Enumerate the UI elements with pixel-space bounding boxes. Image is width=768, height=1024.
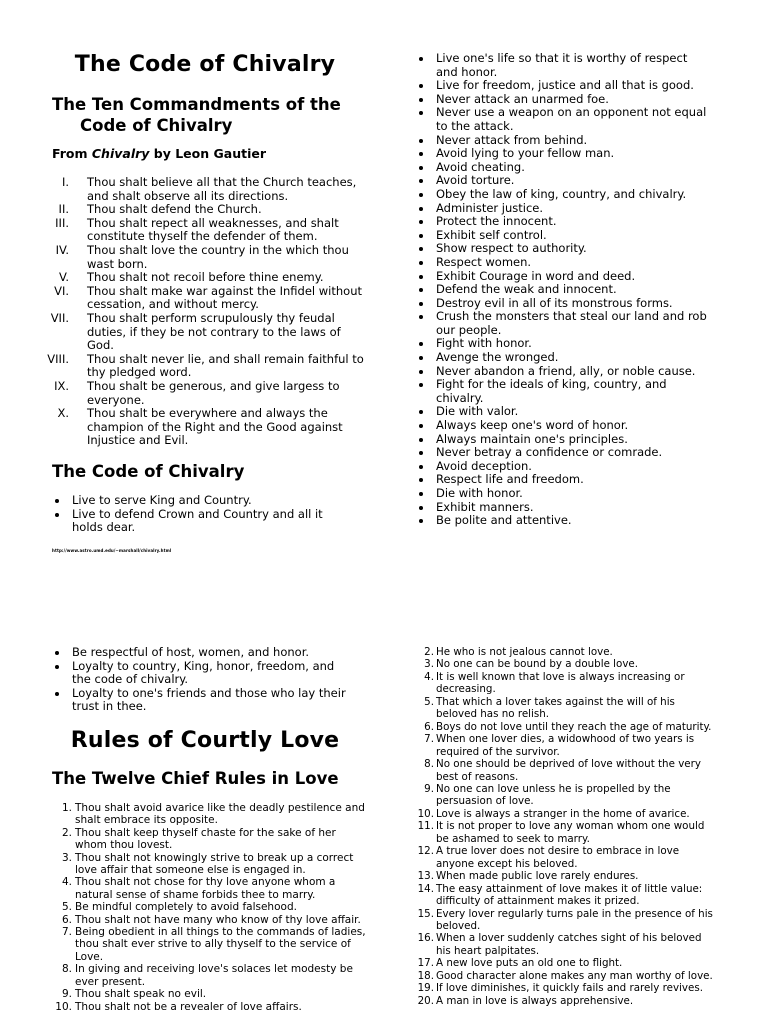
list-item-text: When made public love rarely endures.: [436, 870, 639, 883]
list-marker: 18.: [417, 969, 434, 982]
chivalry-rule-item: Defend the weak and innocent.: [410, 283, 712, 297]
list-marker: V.: [58, 270, 69, 285]
chivalry-rule-item: Fight with honor.: [410, 337, 712, 351]
commandment-item: [46, 380, 364, 407]
list-marker: I.: [61, 175, 69, 189]
chivalry-rule-item: Exhibit self control.: [410, 229, 712, 243]
commandments-heading-line1: The Ten Commandments of the: [52, 95, 341, 114]
love-rule-item: [410, 733, 716, 758]
list-item-text: Boys do not love until they reach the age of maturity.: [436, 720, 712, 733]
list-item-text: When one lover dies, a widowhood of two years is required of the survivor.: [436, 733, 695, 758]
rules-heading: The Twelve Chief Rules in Love: [52, 769, 339, 788]
list-marker: II.: [58, 202, 69, 217]
list-marker: 2.: [61, 826, 72, 839]
list-marker: 6.: [61, 913, 72, 926]
courtly-rule-item: [52, 963, 368, 988]
love-rule-item: [410, 932, 716, 957]
list-item-text: Thou shalt not recoil before thine enemy.: [87, 270, 324, 285]
list-item-text: Being obedient in all things to the commands of ladies, thou shalt ever strive to ally thyself to the service of Love.: [75, 926, 366, 963]
list-marker: 6.: [424, 720, 434, 733]
list-item-text: Thou shalt never lie, and shall remain faithful to thy pledged word.: [87, 351, 364, 380]
byline: [52, 146, 266, 161]
list-marker: 8.: [424, 758, 434, 771]
chivalry-rule-item: Administer justice.: [410, 202, 712, 216]
list-item-text: Thou shalt not have many who know of thy love affair.: [75, 913, 361, 926]
love-rule-item: [410, 995, 716, 1007]
list-marker: VIII.: [47, 351, 69, 366]
commandment-item: [46, 271, 364, 285]
commandment-item: [46, 312, 364, 353]
document-page-2: [0, 640, 768, 1024]
code-heading: The Code of Chivalry: [52, 462, 245, 481]
byline-prefix: From: [52, 146, 92, 161]
chivalry-rule-item: Respect life and freedom.: [410, 473, 712, 487]
list-marker: 16.: [417, 932, 434, 945]
list-item-text: Thou shalt avoid avarice like the deadly pestilence and shalt embrace its opposite.: [75, 802, 365, 827]
chivalry-rule-item: Exhibit manners.: [410, 501, 712, 515]
list-marker: 8.: [61, 963, 72, 976]
love-rule-item: [410, 783, 716, 808]
list-marker: IX.: [54, 378, 69, 393]
love-rule-item: [410, 721, 716, 733]
list-marker: IV.: [55, 242, 69, 257]
list-item-text: Every lover regularly turns pale in the presence of his beloved.: [436, 907, 713, 932]
list-item-text: Be mindful completely to avoid falsehood.: [75, 901, 297, 914]
love-rule-item: [410, 883, 716, 908]
love-rule-item: [410, 808, 716, 820]
list-marker: 3.: [424, 658, 434, 671]
love-rule-item: [410, 646, 716, 658]
list-item-text: Thou shalt not knowingly strive to break up a correct love affair that someone else is engaged in.: [75, 851, 354, 877]
list-marker: 2.: [424, 646, 434, 658]
list-item-text: Thou shalt not be a revealer of love affairs.: [75, 1000, 302, 1013]
chivalry-rule-item: Live one's life so that it is worthy of respect and honor.: [410, 52, 712, 79]
love-rule-item: [410, 970, 716, 982]
byline-suffix: by Leon Gautier: [149, 146, 266, 161]
courtly-rule-item: [52, 988, 368, 1000]
list-item-text: In giving and receiving love's solaces let modesty be ever present.: [75, 963, 353, 988]
chivalry-rule-item: Avenge the wronged.: [410, 351, 712, 365]
list-marker: 7.: [61, 926, 72, 939]
code-item: Live to serve King and Country.: [46, 494, 346, 508]
list-marker: 3.: [61, 851, 72, 864]
commandment-item: [46, 203, 364, 217]
list-item-text: No one should be deprived of love without the very best of reasons.: [436, 758, 701, 783]
love-rule-item: [410, 696, 716, 721]
list-marker: 4.: [61, 876, 72, 889]
love-rule-item: [410, 870, 716, 882]
list-item-text: Thou shalt repect all weaknesses, and shalt constitute thyself the defender of them.: [87, 215, 339, 244]
list-marker: 11.: [417, 820, 434, 833]
commandment-item: [46, 407, 364, 448]
list-item-text: He who is not jealous cannot love.: [436, 646, 613, 658]
list-item-text: A new love puts an old one to flight.: [436, 957, 623, 970]
list-item-text: That which a lover takes against the will of his beloved has no relish.: [436, 695, 675, 721]
love-rule-item: [410, 820, 716, 845]
loyalty-item: Loyalty to one's friends and those who lay their trust in thee.: [46, 687, 346, 714]
list-item-text: No one can be bound by a double love.: [436, 658, 639, 671]
commandment-item: [46, 285, 364, 312]
list-item-text: If love diminishes, it quickly fails and rarely revives.: [436, 982, 703, 995]
list-item-text: Thou shalt perform scrupulously thy feudal duties, if they be not contrary to the laws of God.: [87, 310, 341, 353]
love-rule-item: [410, 845, 716, 870]
list-item-text: When a lover suddenly catches sight of his beloved his heart palpitates.: [436, 932, 702, 957]
love-rule-item: [410, 658, 716, 670]
commandments-list: [46, 176, 364, 448]
courtly-rule-item: [52, 901, 368, 913]
loyalty-item: Be respectful of host, women, and honor.: [46, 646, 346, 660]
list-marker: 17.: [417, 957, 434, 970]
list-marker: 19.: [417, 982, 434, 995]
list-marker: 20.: [417, 994, 434, 1007]
list-item-text: A true lover does not desire to embrace in love anyone except his beloved.: [436, 845, 680, 870]
chivalry-rule-item: Never use a weapon on an opponent not equal to the attack.: [410, 106, 712, 133]
chivalry-rule-item: Avoid torture.: [410, 174, 712, 188]
chivalry-rule-item: Protect the innocent.: [410, 215, 712, 229]
list-marker: 9.: [424, 782, 434, 795]
chivalry-rule-item: Live for freedom, justice and all that is good.: [410, 79, 712, 93]
list-item-text: Thou shalt defend the Church.: [87, 202, 262, 217]
commandments-heading: [52, 94, 382, 136]
chivalry-rule-item: Never betray a confidence or comrade.: [410, 446, 712, 460]
commandments-heading-line2: Code of Chivalry: [80, 116, 233, 135]
love-rule-item: [410, 957, 716, 969]
chivalry-rule-item: Respect women.: [410, 256, 712, 270]
code-item: Live to defend Crown and Country and all it holds dear.: [46, 508, 346, 535]
love-rule-item: [410, 982, 716, 994]
courtly-rules-list: [52, 802, 368, 1013]
courtly-rule-item: [52, 914, 368, 926]
commandment-item: [46, 176, 364, 203]
list-marker: 13.: [417, 870, 434, 883]
chivalry-rule-item: Be polite and attentive.: [410, 514, 712, 528]
chivalry-rule-item: Avoid cheating.: [410, 161, 712, 175]
list-marker: 14.: [417, 882, 434, 895]
list-marker: X.: [57, 406, 69, 421]
list-marker: VII.: [50, 310, 69, 325]
code-list: [46, 494, 346, 535]
list-item-text: Good character alone makes any man worthy of love.: [436, 969, 713, 982]
chivalry-rule-item: Exhibit Courage in word and deed.: [410, 270, 712, 284]
love-rule-item: [410, 671, 716, 696]
chivalry-rule-item: Show respect to authority.: [410, 242, 712, 256]
list-item-text: Thou shalt make war against the Infidel without cessation, and without mercy.: [87, 283, 362, 312]
list-marker: 15.: [417, 907, 434, 920]
page-title: The Code of Chivalry: [74, 52, 336, 77]
courtly-rule-item: [52, 926, 368, 963]
commandment-item: [46, 217, 364, 244]
list-marker: 10.: [55, 1000, 72, 1013]
chivalry-rule-item: Never attack from behind.: [410, 134, 712, 148]
list-marker: 1.: [61, 802, 72, 814]
courtly-rule-item: [52, 1001, 368, 1013]
chivalry-rules-list: [410, 52, 712, 528]
courtly-rule-item: [52, 802, 368, 827]
chivalry-rule-item: Crush the monsters that steal our land and rob our people.: [410, 310, 712, 337]
chivalry-rule-item: Die with honor.: [410, 487, 712, 501]
loyalty-item: Loyalty to country, King, honor, freedom, and the code of chivalry.: [46, 660, 346, 687]
list-item-text: Thou shalt keep thyself chaste for the sake of her whom thou lovest.: [75, 826, 336, 852]
chivalry-rule-item: Destroy evil in all of its monstrous forms.: [410, 297, 712, 311]
love-rule-item: [410, 908, 716, 933]
commandment-item: [46, 244, 364, 271]
list-item-text: It is not proper to love any woman whom one would be ashamed to seek to marry.: [436, 820, 705, 845]
love-rules-list: [410, 646, 716, 1007]
courtly-rule-item: [52, 852, 368, 877]
chivalry-rule-item: Always keep one's word of honor.: [410, 419, 712, 433]
list-item-text: A man in love is always apprehensive.: [436, 994, 634, 1007]
list-marker: 5.: [61, 901, 72, 914]
list-item-text: The easy attainment of love makes it of little value: difficulty of attainment makes it prized.: [436, 882, 703, 908]
chivalry-rule-item: Obey the law of king, country, and chivalry.: [410, 188, 712, 202]
list-item-text: No one can love unless he is propelled by the persuasion of love.: [436, 782, 671, 808]
byline-book: Chivalry: [91, 146, 150, 161]
list-item-text: Thou shalt believe all that the Church teaches, and shalt observe all its directions.: [87, 175, 357, 203]
list-item-text: It is well known that love is always increasing or decreasing.: [436, 670, 685, 696]
list-item-text: Love is always a stranger in the home of avarice.: [436, 807, 690, 820]
chivalry-rule-item: Never abandon a friend, ally, or noble cause.: [410, 365, 712, 379]
list-item-text: Thou shalt love the country in the which thou wast born.: [87, 242, 349, 271]
commandment-item: [46, 353, 364, 380]
list-marker: 12.: [417, 845, 434, 858]
love-rule-item: [410, 758, 716, 783]
list-marker: 4.: [424, 670, 434, 683]
source-link[interactable]: http://www.astro.umd.edu/~marshall/chivalry.html: [52, 548, 172, 553]
list-marker: VI.: [54, 283, 69, 298]
list-marker: 5.: [424, 695, 434, 708]
list-marker: 7.: [424, 733, 434, 746]
list-item-text: Thou shalt not chose for thy love anyone whom a natural sense of shame forbids thee to marry.: [75, 876, 336, 901]
chivalry-rule-item: Never attack an unarmed foe.: [410, 93, 712, 107]
chivalry-rule-item: Avoid deception.: [410, 460, 712, 474]
list-item-text: Thou shalt be everywhere and always the champion of the Right and the Good against Injustice and Evil.: [87, 406, 343, 448]
courtly-love-title: Rules of Courtly Love: [70, 728, 340, 753]
list-marker: 10.: [417, 807, 434, 820]
list-marker: III.: [55, 215, 69, 230]
list-item-text: Thou shalt be generous, and give largess to everyone.: [87, 378, 340, 407]
chivalry-rule-item: Avoid lying to your fellow man.: [410, 147, 712, 161]
chivalry-rule-item: Always maintain one's principles.: [410, 433, 712, 447]
chivalry-rule-item: Die with valor.: [410, 405, 712, 419]
courtly-rule-item: [52, 827, 368, 852]
chivalry-rule-item: Fight for the ideals of king, country, and chivalry.: [410, 378, 712, 405]
courtly-rule-item: [52, 876, 368, 901]
list-marker: 9.: [61, 988, 72, 1001]
list-item-text: Thou shalt speak no evil.: [75, 988, 207, 1001]
loyalty-list: [46, 646, 346, 714]
